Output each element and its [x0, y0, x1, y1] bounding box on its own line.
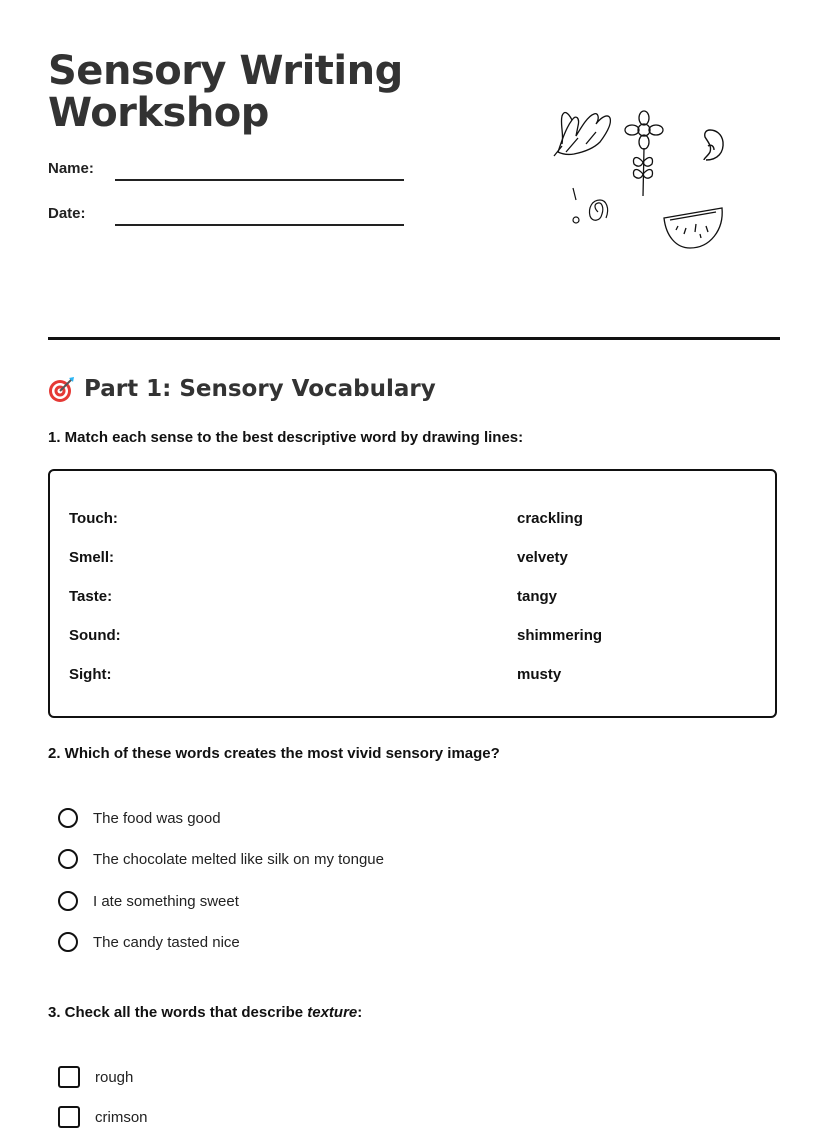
swirl-icon: [573, 188, 608, 223]
q3-option-rough[interactable]: [58, 1066, 133, 1088]
radio-button[interactable]: [58, 808, 78, 828]
part-1-heading: [48, 375, 436, 403]
sense-touch[interactable]: Touch:: [69, 510, 118, 527]
part-1-title: Part 1: Sensory Vocabulary: [84, 376, 436, 402]
date-label: Date:: [48, 205, 86, 222]
question-3: [48, 1004, 362, 1021]
question-2: 2. Which of these words creates the most vivid sensory image?: [48, 745, 500, 762]
word-shimmering[interactable]: shimmering: [517, 627, 603, 644]
option-label: rough: [95, 1068, 134, 1086]
q3-text: 3. Check all the words that describe: [48, 1004, 308, 1021]
q3-option-crimson[interactable]: [58, 1106, 148, 1128]
q3-emphasis: texture: [307, 1004, 358, 1021]
radio-button[interactable]: [58, 932, 78, 952]
q2-option-1[interactable]: [58, 808, 221, 828]
radio-button[interactable]: [58, 849, 78, 869]
word-musty[interactable]: musty: [517, 666, 562, 683]
sense-smell[interactable]: Smell:: [69, 549, 115, 566]
option-label: The candy tasted nice: [93, 933, 240, 951]
question-1: 1. Match each sense to the best descriptive word by drawing lines:: [48, 429, 524, 446]
sense-sound[interactable]: Sound:: [69, 627, 121, 644]
checkbox[interactable]: [58, 1066, 80, 1088]
radio-button[interactable]: [58, 891, 78, 911]
date-write-line[interactable]: [115, 224, 404, 226]
flower-icon: [625, 111, 663, 196]
word-velvety[interactable]: velvety: [517, 549, 568, 566]
matching-box: [48, 469, 777, 718]
q2-option-2[interactable]: [58, 849, 384, 869]
q3-suffix: :: [357, 1004, 363, 1021]
ear-icon: [704, 130, 723, 160]
senses-illustration: [548, 100, 728, 260]
title-line-1: Sensory Writing: [48, 48, 403, 94]
option-label: crimson: [95, 1108, 148, 1126]
sense-sight[interactable]: Sight:: [69, 666, 112, 683]
word-crackling[interactable]: crackling: [517, 510, 583, 527]
sense-taste[interactable]: Taste:: [69, 588, 113, 605]
name-label: Name:: [48, 160, 94, 177]
option-label: The food was good: [93, 809, 221, 827]
hands-icon: [554, 113, 610, 156]
title-line-2: Workshop: [48, 90, 269, 136]
q2-option-4[interactable]: [58, 932, 240, 952]
worksheet-title: [48, 50, 428, 134]
checkbox[interactable]: [58, 1106, 80, 1128]
option-label: The chocolate melted like silk on my tongue: [93, 850, 384, 868]
watermelon-slice-icon: [664, 208, 722, 248]
header-divider: [48, 337, 780, 340]
option-label: I ate something sweet: [93, 892, 239, 910]
name-write-line[interactable]: [115, 179, 404, 181]
q2-option-3[interactable]: [58, 891, 239, 911]
target-icon: [48, 375, 76, 403]
word-tangy[interactable]: tangy: [517, 588, 558, 605]
